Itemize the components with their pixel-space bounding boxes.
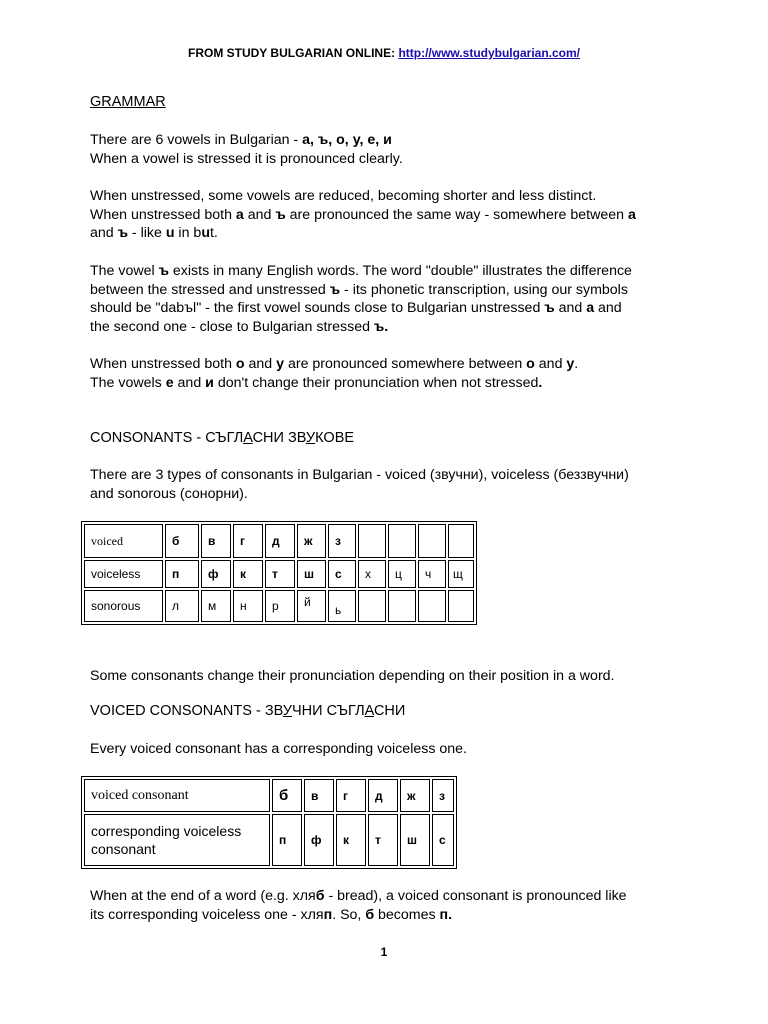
table-cell: д — [368, 779, 398, 812]
unstressed-paragraph: When unstressed, some vowels are reduced, becoming shorter and less distinct. When unstressed both а and ъ are pronounced the same way - somewhere between а and ъ - like u in but. — [90, 188, 636, 241]
header-link[interactable]: http://www.studybulgarian.com/ — [398, 46, 580, 60]
table-cell — [388, 524, 416, 558]
table-cell — [358, 524, 386, 558]
table-cell: т — [265, 560, 295, 588]
voiced-intro: Every voiced consonant has a corresponding voiceless one. — [90, 741, 467, 757]
table-cell: к — [336, 814, 366, 866]
table-cell: с — [328, 560, 356, 588]
table-cell: б — [165, 524, 199, 558]
table-cell: ц — [388, 560, 416, 588]
table-cell: ф — [201, 560, 231, 588]
table-cell: ш — [400, 814, 430, 866]
table-cell: в — [304, 779, 334, 812]
table-cell: й — [297, 590, 326, 622]
row-label-voiceless: voiceless — [84, 560, 163, 588]
table-cell: з — [328, 524, 356, 558]
table-cell: н — [233, 590, 263, 622]
row-label-sonorous: sonorous — [84, 590, 163, 622]
o-u-paragraph: When unstressed both о and у are pronounced somewhere between о and у. The vowels е and и don't change their pronunciation when not stressed. — [90, 356, 579, 391]
table-row — [84, 560, 474, 588]
table-cell — [448, 524, 474, 558]
table-cell: х — [358, 560, 386, 588]
table-cell: с — [432, 814, 454, 866]
consonants-intro: There are 3 types of consonants in Bulgarian - voiced (звучни), voiceless (беззвучни) and sonorous (сонорни). — [90, 467, 629, 502]
position-note: Some consonants change their pronunciation depending on their position in a word. — [90, 668, 615, 684]
table-cell: щ — [448, 560, 474, 588]
final-devoicing-paragraph: When at the end of a word (e.g. хляб - bread), a voiced consonant is pronounced like its corresponding voiceless one - хляп. So, б becomes п. — [90, 888, 627, 923]
consonant-types-table — [81, 521, 477, 625]
page-header — [0, 46, 768, 60]
double-paragraph: The vowel ъ exists in many English words. The word "double" illustrates the difference between the stressed and unstressed ъ - its phonetic transcription, using our symbols should be "dabъl" - the first vowel sounds close to Bulgarian unstressed ъ and а and the second one - close to Bulgarian stressed ъ. — [90, 263, 632, 335]
page-number: 1 — [380, 945, 388, 959]
table-row — [84, 779, 454, 812]
table-row — [84, 524, 474, 558]
table-cell: ф — [304, 814, 334, 866]
table-cell: ш — [297, 560, 326, 588]
table-cell: г — [336, 779, 366, 812]
table-cell — [448, 590, 474, 622]
table-cell: п — [272, 814, 302, 866]
table-cell — [388, 590, 416, 622]
table-cell: т — [368, 814, 398, 866]
grammar-heading: GRAMMAR — [90, 94, 166, 110]
header-prefix: FROM STUDY BULGARIAN ONLINE: — [187, 46, 399, 60]
vowels-paragraph: There are 6 vowels in Bulgarian - а, ъ, о, у, е, и When a vowel is stressed it is pronounced clearly. — [90, 132, 403, 167]
table-cell — [418, 590, 446, 622]
row-label-voiced: voiced — [84, 524, 163, 558]
table-cell: п — [165, 560, 199, 588]
table-cell — [358, 590, 386, 622]
row-label-corresponding-voiceless: corresponding voiceless consonant — [84, 814, 270, 866]
table-cell: ж — [400, 779, 430, 812]
table-cell — [418, 524, 446, 558]
table-cell: в — [201, 524, 231, 558]
table-cell: г — [233, 524, 263, 558]
row-label-voiced-consonant: voiced consonant — [84, 779, 270, 812]
table-cell: ч — [418, 560, 446, 588]
voiced-heading: VOICED CONSONANTS - ЗВУЧНИ СЪГЛАСНИ — [90, 703, 406, 719]
table-cell: ж — [297, 524, 326, 558]
table-cell: з — [432, 779, 454, 812]
table-row — [84, 590, 474, 622]
table-cell: м — [201, 590, 231, 622]
consonants-heading: CONSONANTS - СЪГЛАСНИ ЗВУКОВЕ — [90, 430, 355, 446]
table-row — [84, 814, 454, 866]
voiced-voiceless-table — [81, 776, 457, 869]
table-cell: д — [265, 524, 295, 558]
table-cell: л — [165, 590, 199, 622]
table-cell: ь — [328, 590, 356, 622]
table-cell: б — [272, 779, 302, 812]
table-cell: р — [265, 590, 295, 622]
table-cell: к — [233, 560, 263, 588]
